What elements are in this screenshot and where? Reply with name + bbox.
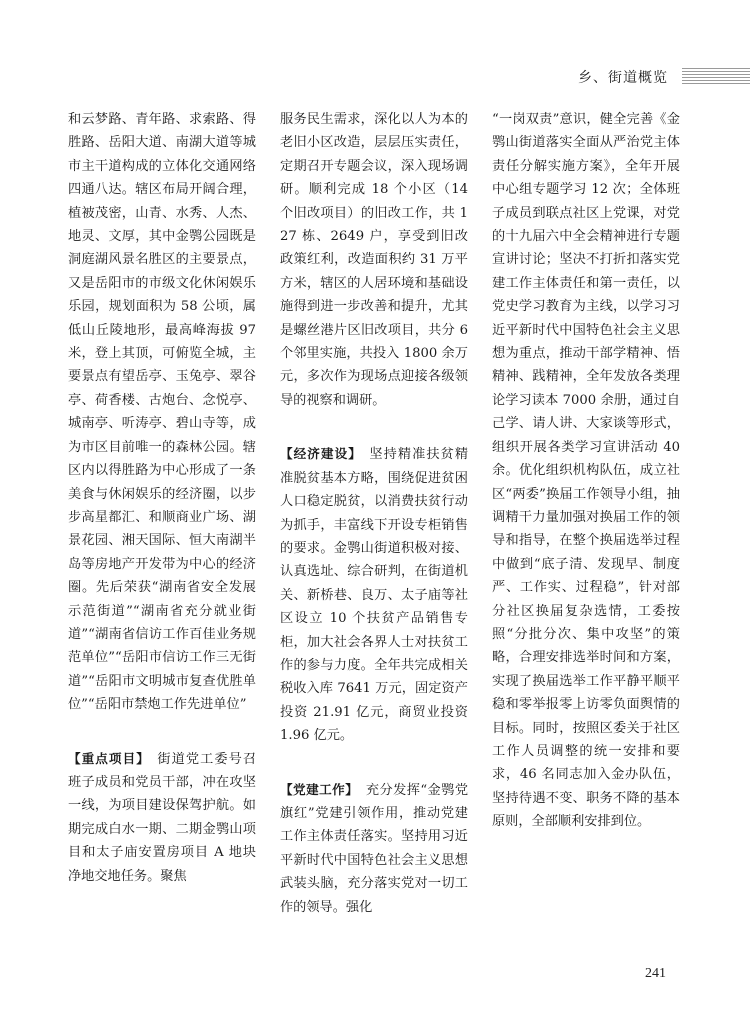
paragraph: 服务民生需求，深化以人为本的老旧小区改造，层层压实责任，定期召开专题会议，深入现场调研。顺利完成 18 个小区（14 个旧改项目）的旧改工作，共 127 栋、2649 户，享受到旧改政策红利，改造面积约 31 万平方米，辖区的人居环境和基础设施得到进一步改善和提升，尤其是螺丝港片区旧改项目，共分 6 个邻里实施，共投入 1800 余万元，多次作为现场点迎接各级领导的视察和调研。 xyxy=(280,112,468,408)
paragraph: “一岗双责”意识，健全完善《金鹗山街道落实全面从严治党主体责任分解实施方案》，全年开展中心组专题学习 12 次；全体班子成员到联点社区上党课，对党的十九届六中全会精神进行专题宣讲讨论；坚决不打折扣落实党建工作主体责任和第一责任，以党史学习教育为主线，以学习习近平新时代中国特色社会主义思想为重点，推动干部学精神、悟精神、践精神，全年发放各类理论学习读本 7000 余册，通过自己学、请人讲、大家谈等形式，组织开展各类学习宣讲活动 40 余。优化组织机构队伍，成立社区“两委”换届工作领导小组，抽调精干力量加强对换届工作的领导和指导，在整个换届选举过程中做到“底子清、发现早、制度严、工作实、过程稳”，针对部分社区换届复杂选情，工委按照“分批分次、集中攻坚”的策略，合理安排选举时间和方案，实现了换届选举工作平静平顺平稳和零举报零上访零负面舆情的目标。同时，按照区委关于社区工作人员调整的统一安排和要求，46 名同志加入金办队伍，坚持待遇不变、职务不降的基本原则，全部顺利安排到位。 xyxy=(492,112,680,830)
paragraph-party-building xyxy=(280,778,468,919)
paragraph-text: 街道党工委号召班子成员和党员干部，冲在攻坚一线，为项目建设保驾护航。如期完成白水一期、二期金鹗山项目和太子庙安置房项目 A 地块净地交地任务。聚焦 xyxy=(68,751,257,884)
section-heading-key-projects: 【重点项目】 xyxy=(68,750,150,766)
column-2 xyxy=(280,108,468,919)
section-title: 乡、街道概览 xyxy=(578,70,668,86)
paragraph-text: 充分发挥“金鹗党旗红”党建引领作用，推动党建工作主体责任落实。坚持用习近平新时代中国特色社会主义思想武装头脑，充分落实党对一切工作的领导。强化 xyxy=(280,782,469,915)
header-stripe-decoration xyxy=(682,68,750,86)
section-heading-economic-construction: 【经济建设】 xyxy=(280,446,362,462)
paragraph-key-projects xyxy=(68,747,256,888)
column-1 xyxy=(68,108,256,888)
section-heading-party-building: 【党建工作】 xyxy=(280,781,359,797)
page-number: 241 xyxy=(645,966,666,981)
paragraph: 和云梦路、青年路、求索路、得胜路、岳阳大道、南湖大道等城市主干道构成的立体化交通网络四通八达。辖区布局开阔合理，植被茂密，山青、水秀、人杰、地灵、文厚，其中金鹗公园既是洞庭湖风景名胜区的主要景点，又是岳阳市的市级文化休闲娱乐乐园，规划面积为 58 公顷，属低山丘陵地形，最高峰海拔 97 米，登上其顶，可俯览全城，主要景点有望岳亭、玉兔亭、翠谷亭、荷香楼、古炮台、念悦亭、城南亭、听涛亭、碧山寺等，成为市区目前唯一的森林公园。辖区内以得胜路为中心形成了一条美食与休闲娱乐的经济圈，以步步高星都汇、和顺商业广场、湖景花园、湘天国际、恒大南湖半岛等房地产开发带为中心的经济圈。先后荣获“湖南省安全发展示范街道”“湖南省充分就业街道”“湖南省信访工作百佳业务规范单位”“岳阳市信访工作三无街道”“岳阳市文明城市复查优胜单位”“岳阳市禁炮工作先进单位” xyxy=(68,112,256,713)
text-columns xyxy=(68,108,686,948)
running-header xyxy=(578,62,750,92)
column-3 xyxy=(492,108,680,834)
paragraph-text: 坚持精准扶贫精准脱贫基本方略，围绕促进贫困人口稳定脱贫，以消费扶贫行动为抓手，丰富线下开设专柜销售的要求。金鹗山街道积极对接、认真选址、综合研判，在街道机关、新桥巷、良万、太子庙等社区设立 10 个扶贫产品销售专柜，加大社会各界人士对扶贫工作的参与力度。全年共完成相关税收入库 7641 万元，固定资产投资 21.91 亿元，商贸业投资 1.96 亿元。 xyxy=(280,447,469,744)
paragraph-economic-construction xyxy=(280,442,468,747)
